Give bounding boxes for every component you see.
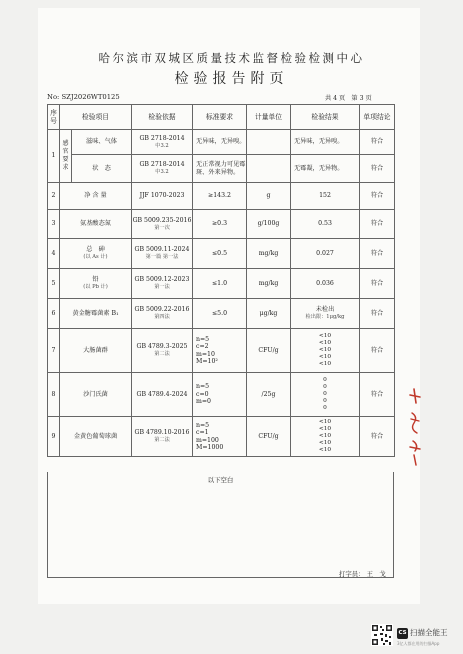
unit: μg/kg (247, 299, 291, 329)
result-value: <10 (318, 440, 332, 446)
requirement: ≥143.2 (193, 183, 247, 210)
result: 0.027 (291, 239, 360, 269)
report-number: No: SZJ2026WT0125 (47, 93, 120, 101)
requirement: ≤0.5 (193, 239, 247, 269)
result-value: <10 (318, 447, 332, 453)
blank-note: 以下空白 (207, 476, 234, 484)
requirement: 无异味，无异嗅。 (193, 130, 247, 155)
basis: GB 4789.4-2024 (132, 373, 193, 417)
result: 无霉凝，无异物。 (291, 155, 360, 183)
result-value: <10 (318, 354, 332, 360)
unit: mg/kg (247, 269, 291, 299)
row-number: 6 (48, 299, 60, 329)
conclusion: 符合 (360, 130, 395, 155)
basis: GB 5009.11-2024 (134, 246, 190, 254)
result-value: <10 (318, 361, 332, 367)
result-value: <10 (318, 426, 332, 432)
conclusion: 符合 (360, 299, 395, 329)
result-list (291, 373, 360, 417)
unit: /25g (247, 373, 291, 417)
basis: GB 2718-2014 (139, 161, 185, 169)
table-row (48, 183, 395, 210)
requirement: n=5 c=0 m=0 (193, 373, 247, 417)
item-name: 氨基酸态氮 (60, 210, 132, 239)
unit: mg/kg (247, 239, 291, 269)
table-row (48, 329, 395, 373)
result-list (291, 417, 360, 457)
typist: 打字员： 王 戈 (339, 570, 386, 578)
basis-sub: 第二法 (154, 351, 170, 358)
header-result: 检验结果 (291, 105, 360, 130)
table-row (48, 269, 395, 299)
conclusion: 符合 (360, 269, 395, 299)
item-name: 状 态 (72, 155, 132, 183)
unit (247, 130, 291, 155)
result-value: <10 (318, 340, 332, 346)
row-number: 7 (48, 329, 60, 373)
row-number: 3 (48, 210, 60, 239)
basis-sub: 中3.2 (155, 142, 169, 149)
blank-area (47, 472, 394, 578)
row-number: 5 (48, 269, 60, 299)
table-row (48, 373, 395, 417)
table-row (48, 239, 395, 269)
report-table (47, 104, 395, 457)
table-row (48, 210, 395, 239)
group-label: 感官要求 (60, 130, 72, 183)
table-row (48, 417, 395, 457)
item-name: 金黄色葡萄球菌 (60, 417, 132, 457)
basis: GB 5009.12-2023 (134, 276, 190, 284)
requirement: ≤5.0 (193, 299, 247, 329)
row-number: 1 (48, 130, 60, 183)
qr-code-icon (371, 624, 393, 646)
row-number: 4 (48, 239, 60, 269)
result: 0.036 (291, 269, 360, 299)
unit: CFU/g (247, 329, 291, 373)
scanner-brand: 扫描全能王 (410, 628, 448, 637)
result-sub: 检出限：1μg/kg (305, 314, 345, 321)
basis-sub: 第四法 (154, 314, 170, 321)
row-number: 2 (48, 183, 60, 210)
item-name: 沙门氏菌 (60, 373, 132, 417)
conclusion: 符合 (360, 239, 395, 269)
result-value: 0 (323, 377, 327, 383)
conclusion: 符合 (360, 373, 395, 417)
result-value: 0 (323, 391, 327, 397)
conclusion: 符合 (360, 417, 395, 457)
item-sub: (以 Pb 计) (83, 284, 108, 291)
result: 0.53 (291, 210, 360, 239)
header-no: 序号 (48, 105, 60, 130)
result: 152 (291, 183, 360, 210)
unit: g (247, 183, 291, 210)
table-row (48, 299, 395, 329)
scanner-tagline: 3亿人都在用的扫描App (397, 641, 440, 646)
item-name: 净 含 量 (60, 183, 132, 210)
result-value: 0 (323, 398, 327, 404)
basis-sub: 第一法 (154, 284, 170, 291)
basis: GB 4789.10-2016 (134, 429, 190, 437)
basis-sub: 第一次 (154, 224, 170, 231)
header-conclusion: 单项结论 (360, 105, 395, 130)
conclusion: 符合 (360, 155, 395, 183)
page-title: 检验报告附页 (174, 71, 289, 87)
table-row (48, 130, 395, 155)
item-name: 滋味、气体 (72, 130, 132, 155)
handwritten-signature (404, 385, 426, 475)
header-requirement: 标准要求 (193, 105, 247, 130)
requirement: 无正常视力可见霉斑、外来异物。 (193, 155, 247, 183)
result-value: <10 (318, 419, 332, 425)
result: 无异味，无异嗅。 (291, 130, 360, 155)
basis-sub: 第一篇 第一法 (145, 254, 179, 261)
item-name: 黄金糖霉菌素 B₁ (60, 299, 132, 329)
row-number: 8 (48, 373, 60, 417)
conclusion: 符合 (360, 183, 395, 210)
basis: GB 5009.22-2016 (134, 306, 190, 314)
item-name: 铅 (92, 276, 99, 284)
result-value: 0 (323, 384, 327, 390)
result-value: <10 (318, 333, 332, 339)
basis-sub: 中3.2 (155, 169, 169, 176)
camscanner-logo-icon: CS (397, 628, 408, 639)
item-name: 大肠菌群 (60, 329, 132, 373)
org-name: 哈尔滨市双城区质量技术监督检验检测中心 (98, 51, 365, 65)
unit: g/100g (247, 210, 291, 239)
basis: GB 4789.3-2025 (136, 343, 188, 351)
result-value: <10 (318, 433, 332, 439)
unit: CFU/g (247, 417, 291, 457)
header-item: 检验项目 (60, 105, 132, 130)
result: 未检出 (315, 306, 335, 314)
basis: GB 2718-2014 (139, 134, 185, 142)
item-sub: (以 As 计) (83, 254, 108, 261)
row-number: 9 (48, 417, 60, 457)
result-list (291, 329, 360, 373)
result-value: <10 (318, 347, 332, 353)
basis-sub: 第二法 (154, 437, 170, 444)
result-value: 0 (323, 405, 327, 411)
unit (247, 155, 291, 183)
conclusion: 符合 (360, 329, 395, 373)
requirement: ≥0.3 (193, 210, 247, 239)
requirement: n=5 c=2 m=10 M=10² (193, 329, 247, 373)
requirement: ≤1.0 (193, 269, 247, 299)
page-info: 共 4 页 第 3 页 (325, 95, 372, 102)
requirement: n=5 c=1 m=100 M=1000 (193, 417, 247, 457)
header-basis: 检验依据 (132, 105, 193, 130)
basis: JJF 1070-2023 (132, 183, 193, 210)
conclusion: 符合 (360, 210, 395, 239)
item-name: 总 砷 (86, 246, 105, 254)
table-row (48, 155, 395, 183)
basis: GB 5009.235-2016 (132, 216, 192, 224)
header-unit: 计量单位 (247, 105, 291, 130)
